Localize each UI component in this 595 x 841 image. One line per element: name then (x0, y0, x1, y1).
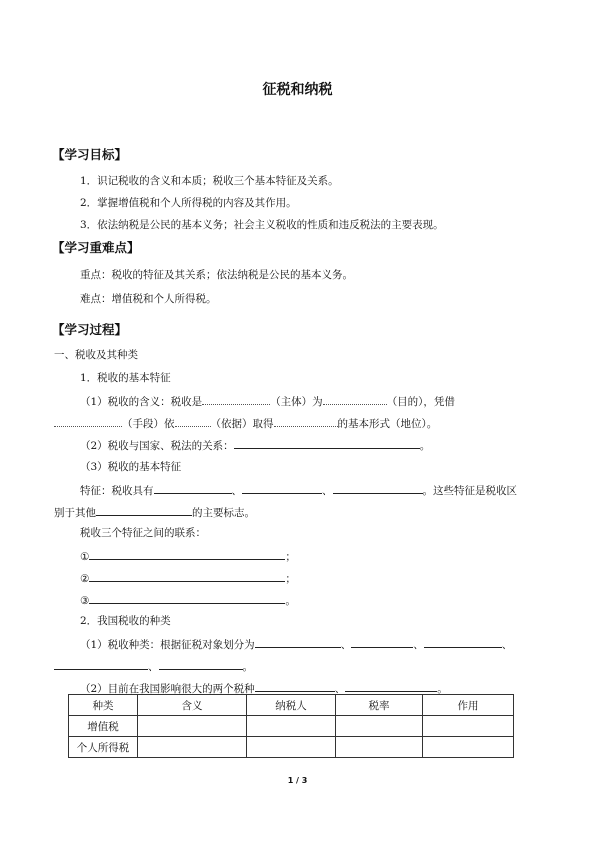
relation-item-3 (80, 592, 296, 608)
separator: 、 (322, 485, 333, 497)
table-cell[interactable] (247, 716, 336, 737)
table-header-row (69, 695, 514, 716)
question-2-line (80, 437, 430, 453)
kinds-line-1 (80, 636, 512, 652)
blank-other[interactable] (96, 504, 192, 516)
blank-kind-2[interactable] (351, 636, 413, 648)
blank-feature-3[interactable] (333, 482, 423, 494)
blank-relation[interactable] (234, 437, 420, 449)
features-text-a: 特征：税收具有 (80, 485, 154, 497)
q1-text-a: （1）税收的含义：税收是 (80, 396, 203, 408)
features-text-c: 别于其他 (54, 507, 96, 519)
q1-text-c: （目的），凭借 (386, 396, 455, 408)
table-cell[interactable] (138, 716, 247, 737)
objective-1: 1．识记税收的含义和本质；税收三个基本特征及关系。 (80, 175, 339, 187)
table-cell[interactable] (336, 737, 423, 758)
question-1-line-1 (80, 393, 455, 409)
q1-text-b: （主体）为 (270, 396, 323, 408)
blank-kind-4[interactable] (54, 658, 148, 670)
item-2-heading: 2．我国税收的种类 (80, 615, 171, 627)
q1-text-d: （手段）依 (122, 418, 175, 430)
blank-tax-1[interactable] (255, 680, 335, 692)
question-1-line-2 (54, 415, 437, 431)
blank-form[interactable] (274, 415, 338, 427)
objective-3: 3．依法纳税是公民的基本义务；社会主义税收的性质和违反税法的主要表现。 (80, 219, 444, 231)
relation-item-2 (80, 570, 296, 586)
blank-kind-3[interactable] (424, 636, 502, 648)
period: 。 (285, 595, 296, 607)
key-point-difficulty: 难点：增值税和个人所得税。 (80, 293, 217, 305)
q2-text: （2）税收与国家、税法的关系： (80, 440, 234, 452)
question-3-heading: （3）税收的基本特征 (80, 461, 182, 473)
table-row (69, 737, 514, 758)
table-header-cell: 种类 (69, 695, 138, 716)
q1-text-e: （依据）取得 (210, 418, 274, 430)
blank-feature-2[interactable] (242, 482, 322, 494)
q1-text-f: 的基本形式（地位）。 (337, 418, 438, 430)
blank-feature-1[interactable] (154, 482, 232, 494)
separator: 、 (340, 639, 352, 651)
table-cell[interactable] (138, 737, 247, 758)
section-process-heading: 【学习过程】 (52, 322, 128, 337)
semicolon: ； (285, 551, 296, 563)
table-header-cell: 税率 (336, 695, 423, 716)
blank-relation-2[interactable] (89, 570, 285, 582)
table-cell[interactable] (336, 716, 423, 737)
separator: 、 (413, 639, 424, 651)
tax-comparison-table (68, 694, 514, 758)
key-point-focus: 重点：税收的特征及其关系；依法纳税是公民的基本义务。 (80, 269, 353, 281)
circled-number-1: ① (80, 551, 90, 563)
table-header-cell: 含义 (138, 695, 247, 716)
page-title: 征税和纳税 (262, 82, 333, 98)
blank-means[interactable] (54, 415, 122, 427)
features-line-2 (54, 504, 255, 520)
features-line-1 (80, 482, 517, 498)
semicolon: ； (285, 573, 296, 585)
table-row (69, 716, 514, 737)
separator: 、 (231, 485, 242, 497)
features-text-d: 的主要标志。 (192, 507, 255, 519)
relation-item-1 (80, 548, 296, 564)
circled-number-2: ② (80, 573, 90, 585)
blank-relation-3[interactable] (89, 592, 285, 604)
relation-heading: 税收三个特征之间的联系： (80, 527, 206, 539)
item-1-heading: 1．税收的基本特征 (80, 372, 171, 384)
two-taxes-text: （2）目前在我国影响很大的两个税种 (80, 683, 255, 695)
table-header-cell: 纳税人 (247, 695, 336, 716)
kinds-line-2 (54, 658, 253, 674)
table-cell[interactable] (423, 716, 514, 737)
blank-tax-2[interactable] (345, 680, 437, 692)
period: 。 (242, 661, 253, 673)
blank-purpose[interactable] (323, 393, 387, 405)
table-header-cell: 作用 (423, 695, 514, 716)
blank-kind-1[interactable] (255, 636, 341, 648)
blank-relation-1[interactable] (89, 548, 285, 560)
table-cell: 个人所得税 (69, 737, 138, 758)
table-cell[interactable] (423, 737, 514, 758)
circled-number-3: ③ (80, 595, 90, 607)
separator: 、 (334, 683, 346, 695)
section-keypoints-heading: 【学习重难点】 (52, 240, 140, 255)
objective-2: 2．掌握增值税和个人所得税的内容及其作用。 (80, 197, 297, 209)
table-cell: 增值税 (69, 716, 138, 737)
table-cell[interactable] (247, 737, 336, 758)
section-objectives-heading: 【学习目标】 (52, 147, 128, 162)
part-1-heading: 一、税收及其种类 (54, 349, 138, 361)
q2-period: 。 (419, 440, 431, 452)
blank-subject[interactable] (202, 393, 270, 405)
blank-kind-5[interactable] (159, 658, 243, 670)
features-text-b: 。这些特征是税收区 (422, 485, 517, 497)
page-number: 1 / 3 (287, 776, 308, 785)
period: 。 (437, 683, 448, 695)
separator: 、 (501, 639, 513, 651)
kinds-text: （1）税收种类：根据征税对象划分为 (80, 639, 255, 651)
blank-basis[interactable] (175, 415, 211, 427)
separator: 、 (148, 661, 159, 673)
